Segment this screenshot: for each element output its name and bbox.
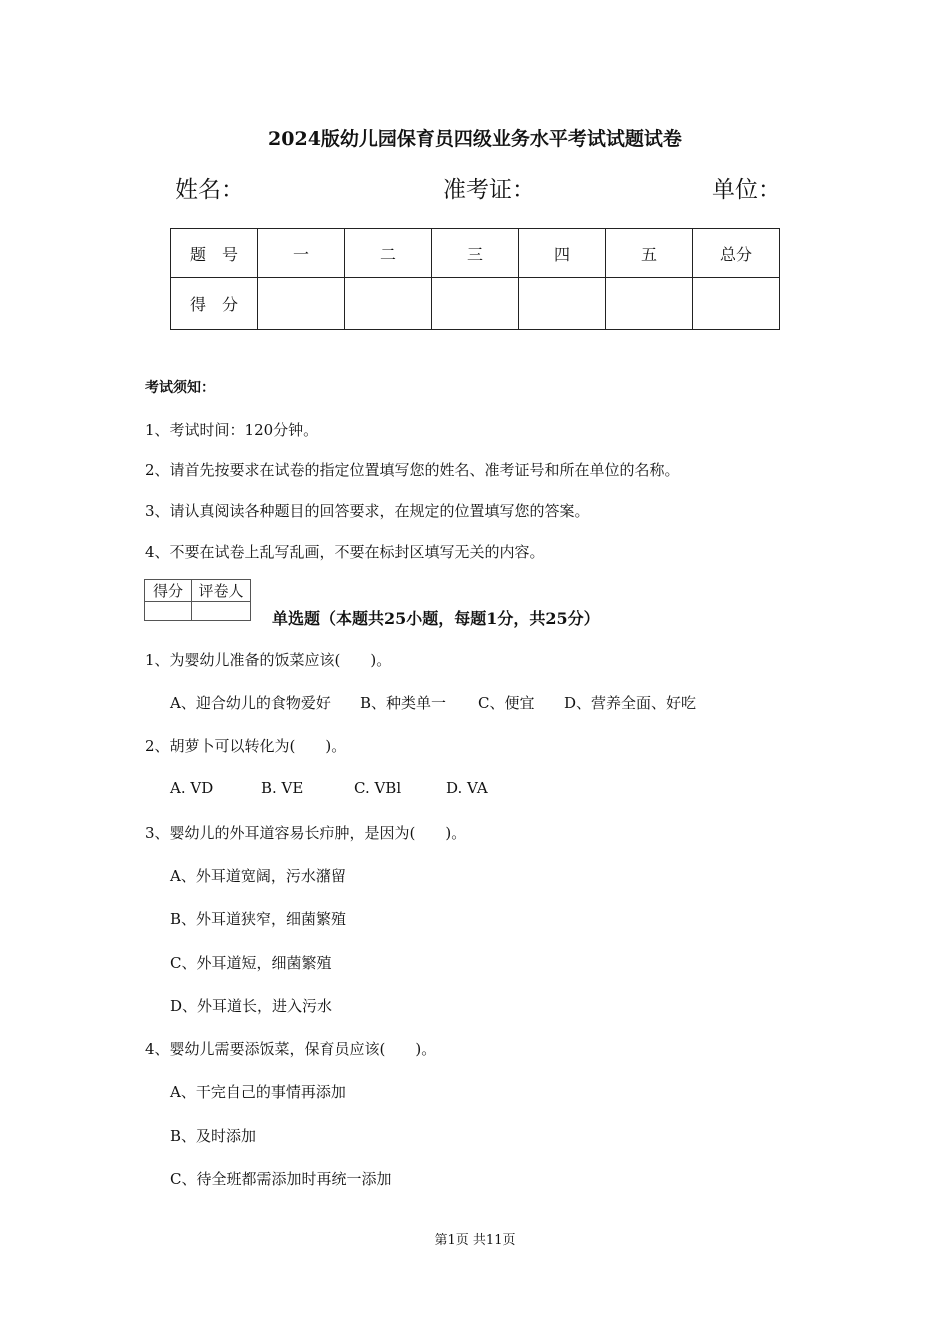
exam-id-label: 准考证： — [443, 177, 535, 203]
note-item: 3、请认真阅读各种题目的回答要求，在规定的位置填写您的答案。 — [145, 502, 590, 520]
option: A. VD — [170, 779, 214, 797]
question-stem: 4、婴幼儿需要添饭菜，保育员应该( )。 — [145, 1040, 437, 1058]
score-cell-label: 得 分 — [171, 278, 258, 330]
score-cell-header: 三 — [432, 229, 519, 278]
section-title: 单选题（本题共25小题，每题1分，共25分） — [272, 609, 600, 628]
score-cell-empty — [519, 278, 606, 330]
score-cell-header: 总分 — [693, 229, 780, 278]
question-stem: 2、胡萝卜可以转化为( )。 — [145, 737, 347, 755]
grader-reviewer-empty — [192, 602, 251, 621]
grader-reviewer-label: 评卷人 — [192, 580, 251, 602]
page-title: 2024版幼儿园保育员四级业务水平考试试题试卷 — [268, 128, 682, 150]
score-cell-empty — [258, 278, 345, 330]
option: C、待全班都需添加时再统一添加 — [170, 1170, 392, 1188]
option: A、外耳道宽阔，污水潴留 — [170, 867, 346, 885]
option: D、外耳道长，进入污水 — [170, 997, 333, 1015]
question-options — [170, 779, 488, 797]
option: B. VE — [261, 779, 304, 797]
score-cell-empty — [693, 278, 780, 330]
question-options — [170, 692, 696, 713]
score-cell-header: 五 — [606, 229, 693, 278]
unit-label: 单位： — [712, 177, 781, 203]
option: D、营养全面、好吃 — [564, 694, 697, 712]
note-item: 2、请首先按要求在试卷的指定位置填写您的姓名、准考证号和所在单位的名称。 — [145, 461, 680, 479]
note-item: 4、不要在试卷上乱写乱画，不要在标封区填写无关的内容。 — [145, 543, 545, 561]
option: C、便宜 — [478, 694, 535, 712]
option: C. VBl — [354, 779, 402, 797]
score-cell-empty — [432, 278, 519, 330]
score-cell-header: 四 — [519, 229, 606, 278]
page-footer: 第1页 共11页 — [434, 1233, 516, 1248]
score-table — [170, 228, 780, 330]
notes-heading: 考试须知： — [145, 380, 215, 396]
option: B、及时添加 — [170, 1127, 257, 1145]
grader-score-empty — [145, 602, 192, 621]
name-label: 姓名： — [175, 177, 244, 203]
option: B、种类单一 — [360, 694, 447, 712]
score-cell-empty — [606, 278, 693, 330]
option: C、外耳道短，细菌繁殖 — [170, 954, 332, 972]
score-cell-header: 二 — [345, 229, 432, 278]
score-cell-header: 一 — [258, 229, 345, 278]
score-cell-empty — [345, 278, 432, 330]
option: B、外耳道狭窄，细菌繁殖 — [170, 910, 347, 928]
grader-box — [144, 579, 251, 621]
score-cell-label: 题 号 — [171, 229, 258, 278]
score-table-header-row — [171, 229, 780, 278]
option: A、干完自己的事情再添加 — [170, 1083, 346, 1101]
score-table-score-row — [171, 278, 780, 330]
option: A、迎合幼儿的食物爱好 — [170, 694, 331, 712]
question-stem: 3、婴幼儿的外耳道容易长疖肿，是因为( )。 — [145, 824, 467, 842]
grader-score-label: 得分 — [145, 580, 192, 602]
option: D. VA — [446, 779, 488, 797]
question-stem: 1、为婴幼儿准备的饭菜应该( )。 — [145, 651, 392, 669]
note-item: 1、考试时间：120分钟。 — [145, 421, 319, 439]
